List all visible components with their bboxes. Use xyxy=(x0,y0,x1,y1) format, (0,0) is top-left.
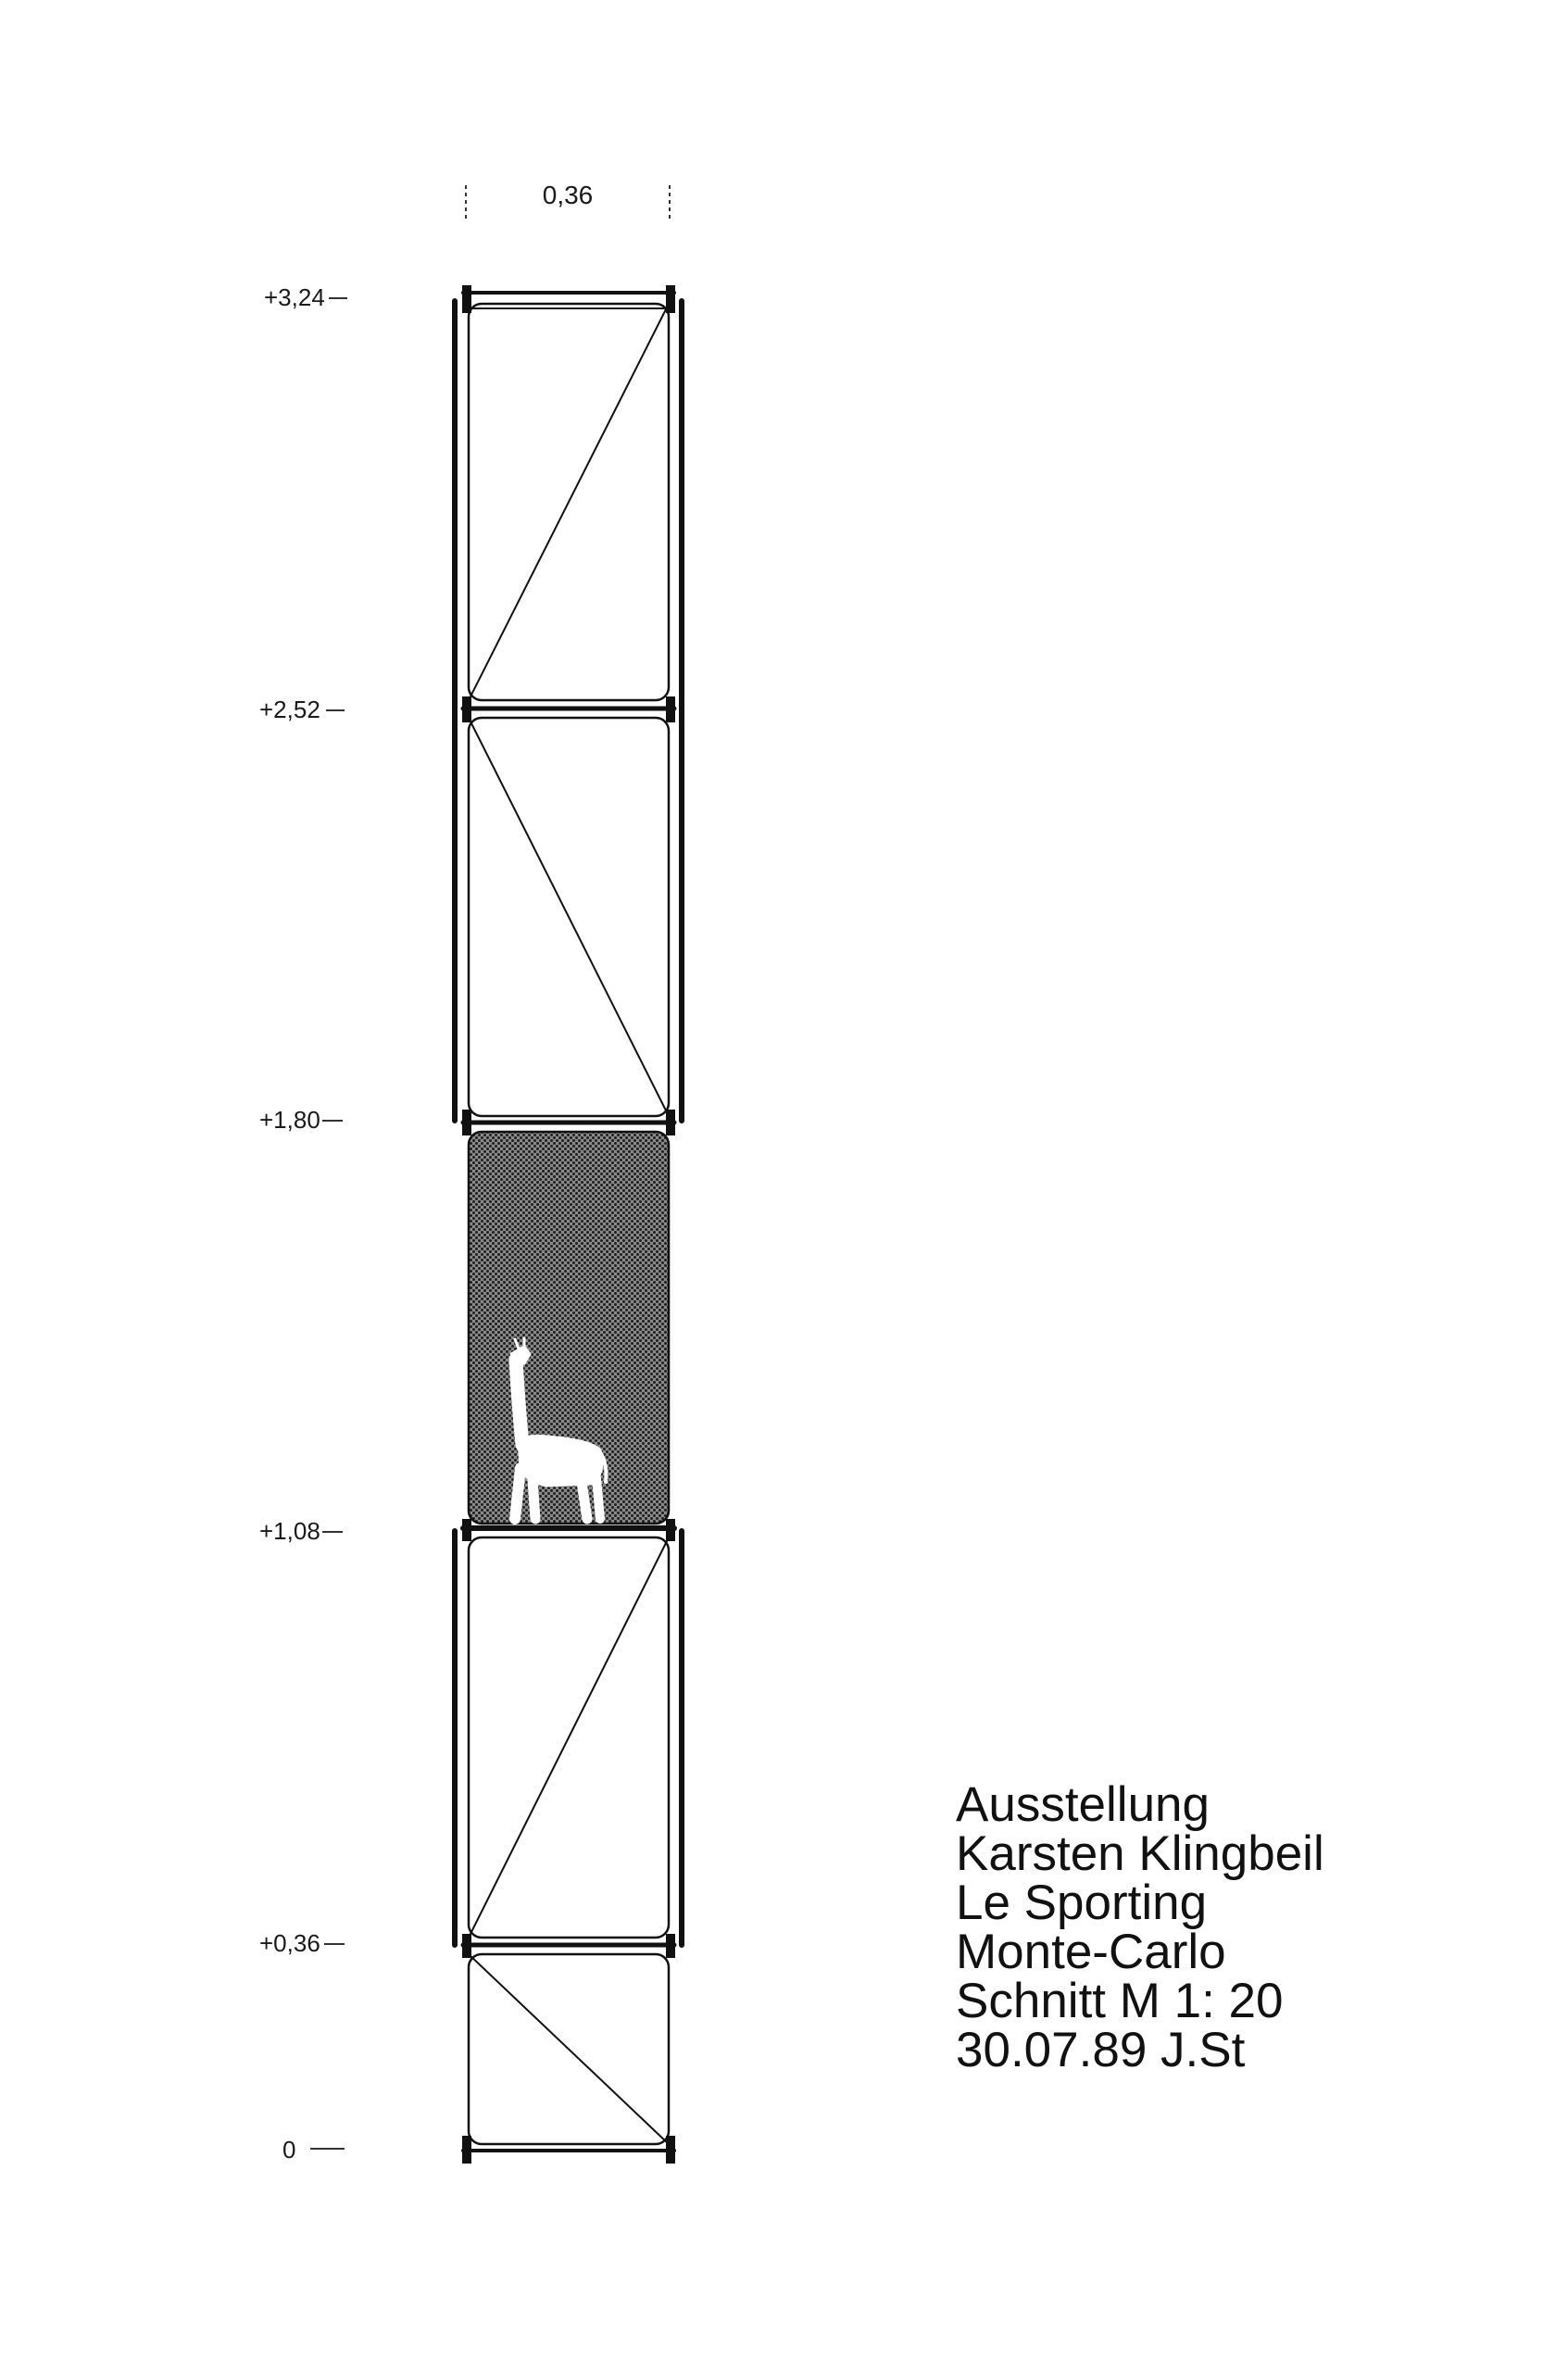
title-line-venue: Le Sporting xyxy=(956,1875,1208,1930)
module-2-diagonal xyxy=(469,718,669,1116)
title-line-artist: Karsten Klingbeil xyxy=(956,1826,1324,1881)
title-line-exhibition: Ausstellung xyxy=(956,1777,1210,1832)
module-1-diagonal xyxy=(469,304,669,700)
level-label-036: +0,36 xyxy=(259,1929,320,1957)
title-block xyxy=(956,1777,1324,2077)
level-label-180: +1,80 xyxy=(259,1106,320,1134)
level-label-0: 0 xyxy=(282,2136,296,2164)
tower-section xyxy=(455,293,682,2151)
level-label-108: +1,08 xyxy=(259,1517,320,1545)
width-dimension-label: 0,36 xyxy=(542,181,594,209)
title-line-date: 30.07.89 J.St xyxy=(956,2023,1246,2077)
module-4-diagonal xyxy=(469,1537,669,1938)
level-label-252: +2,52 xyxy=(259,696,320,723)
level-label-324: +3,24 xyxy=(264,283,325,311)
title-line-scale: Schnitt M 1: 20 xyxy=(956,1974,1284,2028)
module-5-diagonal xyxy=(469,1954,669,2144)
level-markers xyxy=(259,283,347,2164)
title-line-city: Monte-Carlo xyxy=(956,1925,1226,1979)
